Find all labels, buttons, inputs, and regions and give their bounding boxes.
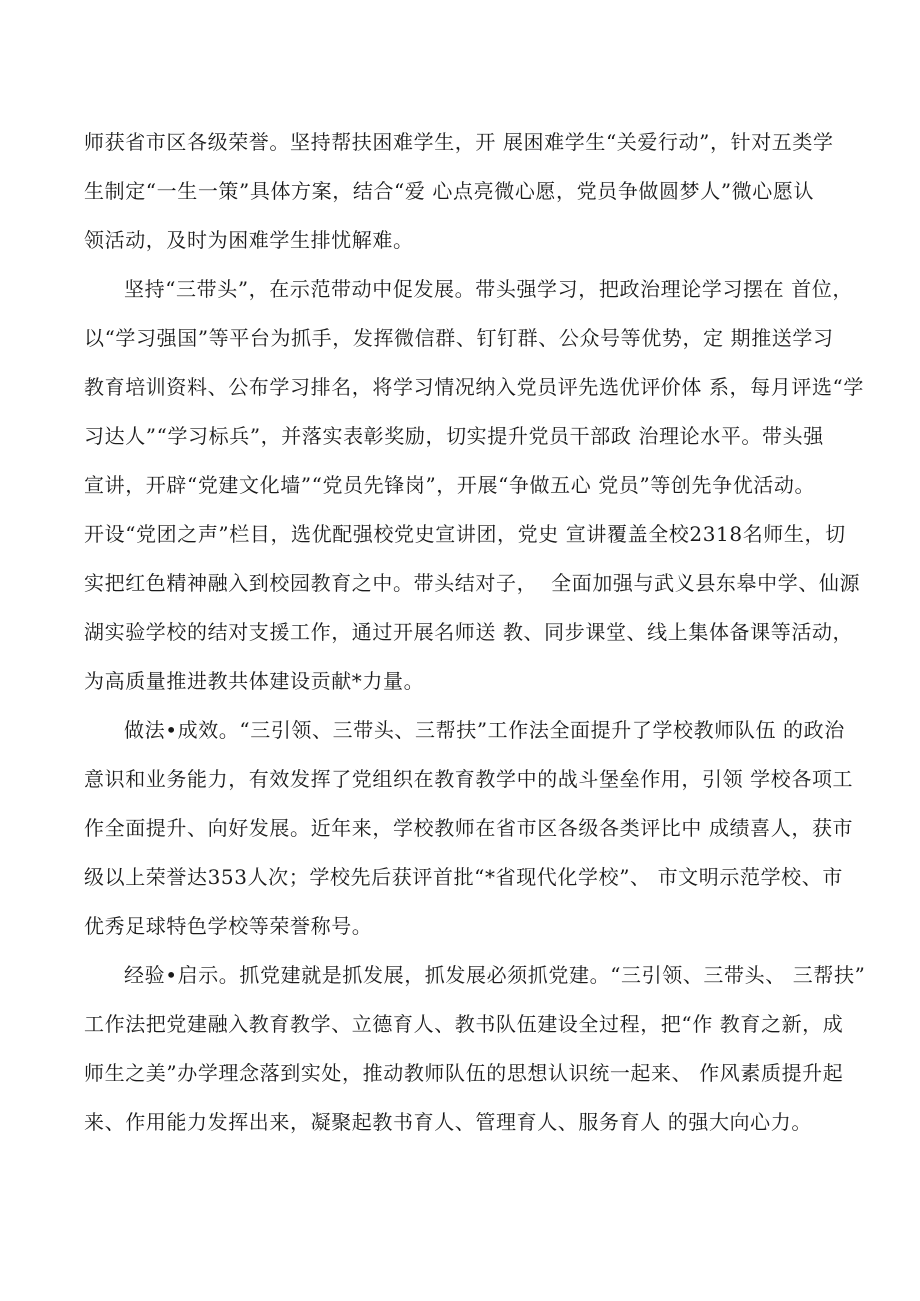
paragraph-3-line-2: 意识和业务能力，有效发挥了党组织在教育教学中的战斗堡垒作用，引领 学校各项工 <box>84 767 854 791</box>
paragraph-4-line-1: 经验•启示。抓党建就是抓发展，抓发展必须抓党建。“三引领、三带头、 三帮扶” <box>124 963 866 987</box>
paragraph-4-line-2: 工作法把党建融入教育教学、立德育人、教书队伍建设全过程，把“作 教育之新，成 <box>84 1012 844 1036</box>
paragraph-2-line-1: 坚持“三带头”，在示范带动中促发展。带头强学习，把政治理论学习摆在 首位， <box>124 277 854 301</box>
paragraph-4-line-4: 来、作用能力发挥出来，凝聚起教书育人、管理育人、服务育人 的强大向心力。 <box>84 1110 812 1134</box>
paragraph-2-line-4: 习达人”“学习标兵”，并落实表彰奖励，切实提升党员干部政 治理论水平。带头强 <box>84 424 824 448</box>
paragraph-2-line-3: 教育培训资料、公布学习排名，将学习情况纳入党员评先选优评价体 系，每月评选“学 <box>84 375 864 399</box>
paragraph-2-line-5: 宣讲，开辟“党建文化墙”“党员先锋岗”，开展“争做五心 党员”等创先争优活动。 <box>84 473 816 497</box>
paragraph-1-line-1: 师获省市区各级荣誉。坚持帮扶困难学生，开 展困难学生“关爱行动”，针对五类学 <box>84 130 834 154</box>
paragraph-3-line-4: 级以上荣誉达353人次；学校先后获评首批“*省现代化学校”、 市文明示范学校、市 <box>84 865 843 889</box>
paragraph-2-line-7: 实把红色精神融入到校园教育之中。带头结对子， 全面加强与武义县东皋中学、仙源 <box>84 571 861 595</box>
paragraph-1-line-3: 领活动，及时为困难学生排忧解难。 <box>84 228 414 252</box>
paragraph-2-line-6: 开设“党团之声”栏目，选优配强校党史宣讲团，党史 宣讲覆盖全校2318名师生，切 <box>84 522 846 546</box>
paragraph-1-line-2: 生制定“一生一策”具体方案，结合“爱 心点亮微心愿，党员争做圆梦人”微心愿认 <box>84 179 815 203</box>
paragraph-2-line-9: 为高质量推进教共体建设贡献*力量。 <box>84 669 425 693</box>
paragraph-3-line-1: 做法•成效。“三引领、三带头、三帮扶”工作法全面提升了学校教师队伍 的政治 <box>124 718 845 742</box>
paragraph-3-line-3: 作全面提升、向好发展。近年来，学校教师在省市区各级各类评比中 成绩喜人，获市 <box>84 816 854 840</box>
paragraph-2-line-8: 湖实验学校的结对支援工作，通过开展名师送 教、同步课堂、线上集体备课等活动， <box>84 620 854 644</box>
paragraph-2-line-2: 以“学习强国”等平台为抓手，发挥微信群、钉钉群、公众号等优势，定 期推送学习 <box>84 326 834 350</box>
paragraph-3-line-5: 优秀足球特色学校等荣誉称号。 <box>84 914 373 938</box>
paragraph-4-line-3: 师生之美”办学理念落到实处，推动教师队伍的思想认识统一起来、 作风素质提升起 <box>84 1061 844 1085</box>
